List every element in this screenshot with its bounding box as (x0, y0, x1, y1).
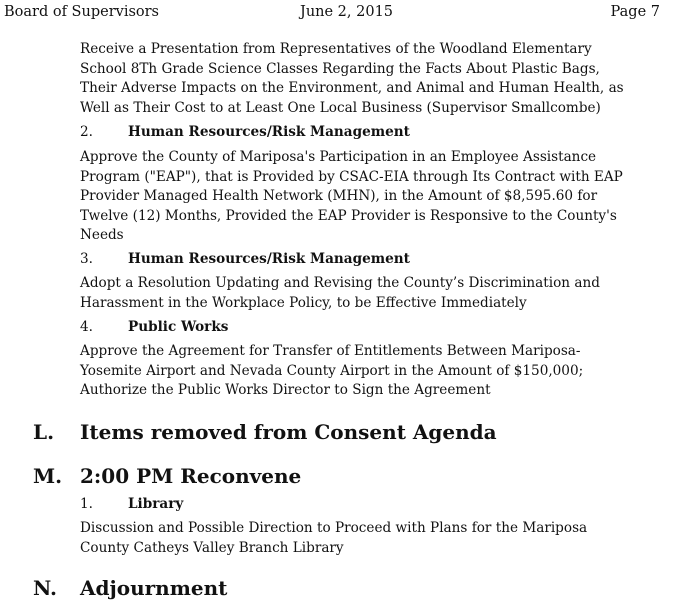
paragraph-line: School 8Th Grade Science Classes Regarding the Facts About Plastic Bags, (80, 60, 600, 77)
paragraph-line: Program ("EAP"), that is Provided by CSAC-EIA through Its Contract with EAP (80, 168, 623, 185)
paragraph-line: County Catheys Valley Branch Library (80, 539, 344, 556)
agenda-item-heading (80, 123, 410, 142)
item-number: 2. (80, 124, 93, 140)
section-letter: N. (33, 576, 57, 600)
item-title: Library (128, 496, 184, 512)
paragraph-line: Yosemite Airport and Nevada County Airport in the Amount of $150,000; (80, 362, 584, 379)
item-title: Human Resources/Risk Management (128, 124, 410, 140)
header-date: June 2, 2015 (300, 4, 394, 20)
paragraph-line: Well as Their Cost to at Least One Local Business (Supervisor Smallcombe) (80, 99, 601, 116)
agenda-item-heading (80, 318, 228, 337)
item-title: Human Resources/Risk Management (128, 251, 410, 267)
paragraph-line: Authorize the Public Works Director to Sign the Agreement (80, 382, 491, 399)
item-number: 4. (80, 319, 93, 335)
paragraph-line: Discussion and Possible Direction to Proceed with Plans for the Mariposa (80, 520, 588, 536)
paragraph-line: Provider Managed Health Network (MHN), in the Amount of $8,595.60 for (80, 188, 598, 205)
item-description (80, 274, 660, 313)
section-letter: L. (33, 420, 55, 444)
section-heading (33, 464, 301, 488)
paragraph-line: Harassment in the Workplace Policy, to be Effective Immediately (80, 294, 527, 311)
section-title: Items removed from Consent Agenda (80, 420, 497, 444)
paragraph-line: Approve the County of Mariposa's Participation in an Employee Assistance (80, 149, 597, 165)
item-number: 3. (80, 251, 93, 267)
agenda-item-heading (80, 250, 410, 269)
paragraph-line: Approve the Agreement for Transfer of Entitlements Between Mariposa- (80, 343, 581, 359)
section-heading (33, 420, 497, 444)
section-letter: M. (33, 464, 63, 488)
section-heading (33, 576, 227, 600)
item-title: Public Works (128, 319, 229, 335)
paragraph-line: Twelve (12) Months, Provided the EAP Provider is Responsive to the County's (80, 207, 617, 224)
paragraph-line: Needs (80, 227, 124, 244)
item-description (80, 342, 660, 401)
header-page-number: Page 7 (610, 4, 660, 20)
paragraph-line: Adopt a Resolution Updating and Revising the County’s Discrimination and (80, 275, 600, 291)
section-title: 2:00 PM Reconvene (80, 464, 302, 488)
intro-paragraph (80, 40, 660, 118)
item-number: 1. (80, 496, 93, 512)
header-board-name: Board of Supervisors (4, 4, 159, 20)
page-header (4, 4, 660, 24)
agenda-item-heading (80, 495, 183, 514)
item-description (80, 519, 660, 558)
item-description (80, 148, 660, 246)
paragraph-line: Their Adverse Impacts on the Environment, and Animal and Human Health, as (80, 80, 624, 97)
paragraph-line: Receive a Presentation from Representatives of the Woodland Elementary (80, 41, 592, 57)
section-title: Adjournment (80, 576, 228, 600)
